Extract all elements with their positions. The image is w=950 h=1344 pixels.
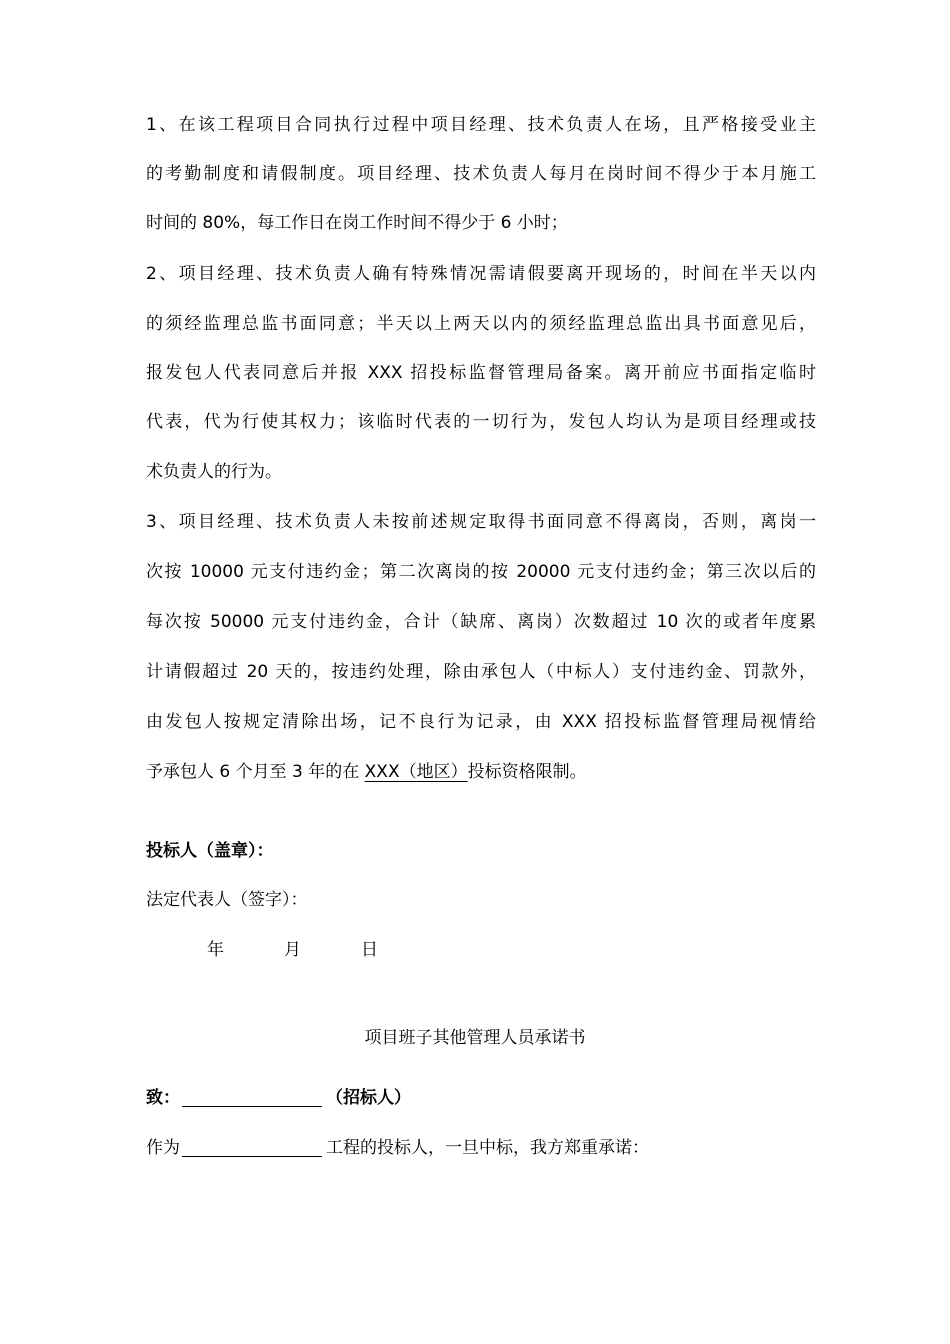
clause-1-line-1: 1、在该工程项目合同执行过程中项目经理、技术负责人在场，且严格接受业主: [146, 115, 816, 135]
as-suffix: 工程的投标人，一旦中标，我方郑重承诺：: [326, 1138, 649, 1158]
legal-rep-signature-label: 法定代表人（签字）：: [146, 890, 308, 910]
clause-3-line-5: 由发包人按规定清除出场，记不良行为记录，由 XXX 招投标监督管理局视情给: [146, 712, 816, 732]
clause-2-line-2: 的须经监理总监书面同意；半天以上两天以内的须经监理总监出具书面意见后，: [146, 314, 816, 334]
region-underlined-text: XXX（地区）: [364, 762, 468, 782]
tenderer-blank-field[interactable]: [182, 1086, 322, 1107]
project-blank-field[interactable]: [182, 1136, 322, 1157]
clause-3-line-1: 3、项目经理、技术负责人未按前述规定取得书面同意不得离岗，否则，离岗一: [146, 512, 816, 532]
clause-3-last-suffix: 投标资格限制。: [467, 762, 587, 782]
bidder-seal-label: 投标人（盖章）：: [146, 841, 274, 861]
as-prefix: 作为: [146, 1138, 180, 1158]
clause-1-line-2: 的考勤制度和请假制度。项目经理、技术负责人每月在岗时间不得少于本月施工: [146, 164, 816, 184]
clause-3-line-2: 次按 10000 元支付违约金；第二次离岗的按 20000 元支付违约金；第三次以后的: [146, 562, 816, 582]
clause-3-line-3: 每次按 50000 元支付违约金，合计（缺席、离岗）次数超过 10 次的或者年度累: [146, 612, 816, 632]
as-line: [146, 1136, 816, 1160]
clause-2-line-4: 代表，代为行使其权力；该临时代表的一切行为，发包人均认为是项目经理或技: [146, 412, 816, 432]
to-line: [146, 1086, 816, 1110]
date-month-label: 月: [284, 940, 301, 960]
clause-3-line-4: 计请假超过 20 天的，按违约处理，除由承包人（中标人）支付违约金、罚款外，: [146, 662, 816, 682]
section-title: 项目班子其他管理人员承诺书: [364, 1028, 586, 1048]
date-year-label: 年: [207, 940, 224, 960]
date-day-label: 日: [361, 940, 378, 960]
clause-1-line-3: 时间的 80%，每工作日在岗工作时间不得少于 6 小时；: [146, 213, 568, 233]
to-prefix: 致：: [146, 1088, 180, 1108]
clause-2-line-5: 术负责人的行为。: [146, 462, 282, 482]
clause-3-line-6: [146, 760, 816, 784]
clause-2-line-1: 2、项目经理、技术负责人确有特殊情况需请假要离开现场的，时间在半天以内: [146, 264, 816, 284]
to-suffix: （招标人）: [326, 1088, 411, 1108]
clause-3-last-prefix: 予承包人 6 个月至 3 年的在: [146, 762, 365, 782]
clause-2-line-3: 报发包人代表同意后并报 XXX 招投标监督管理局备案。离开前应书面指定临时: [146, 363, 816, 383]
